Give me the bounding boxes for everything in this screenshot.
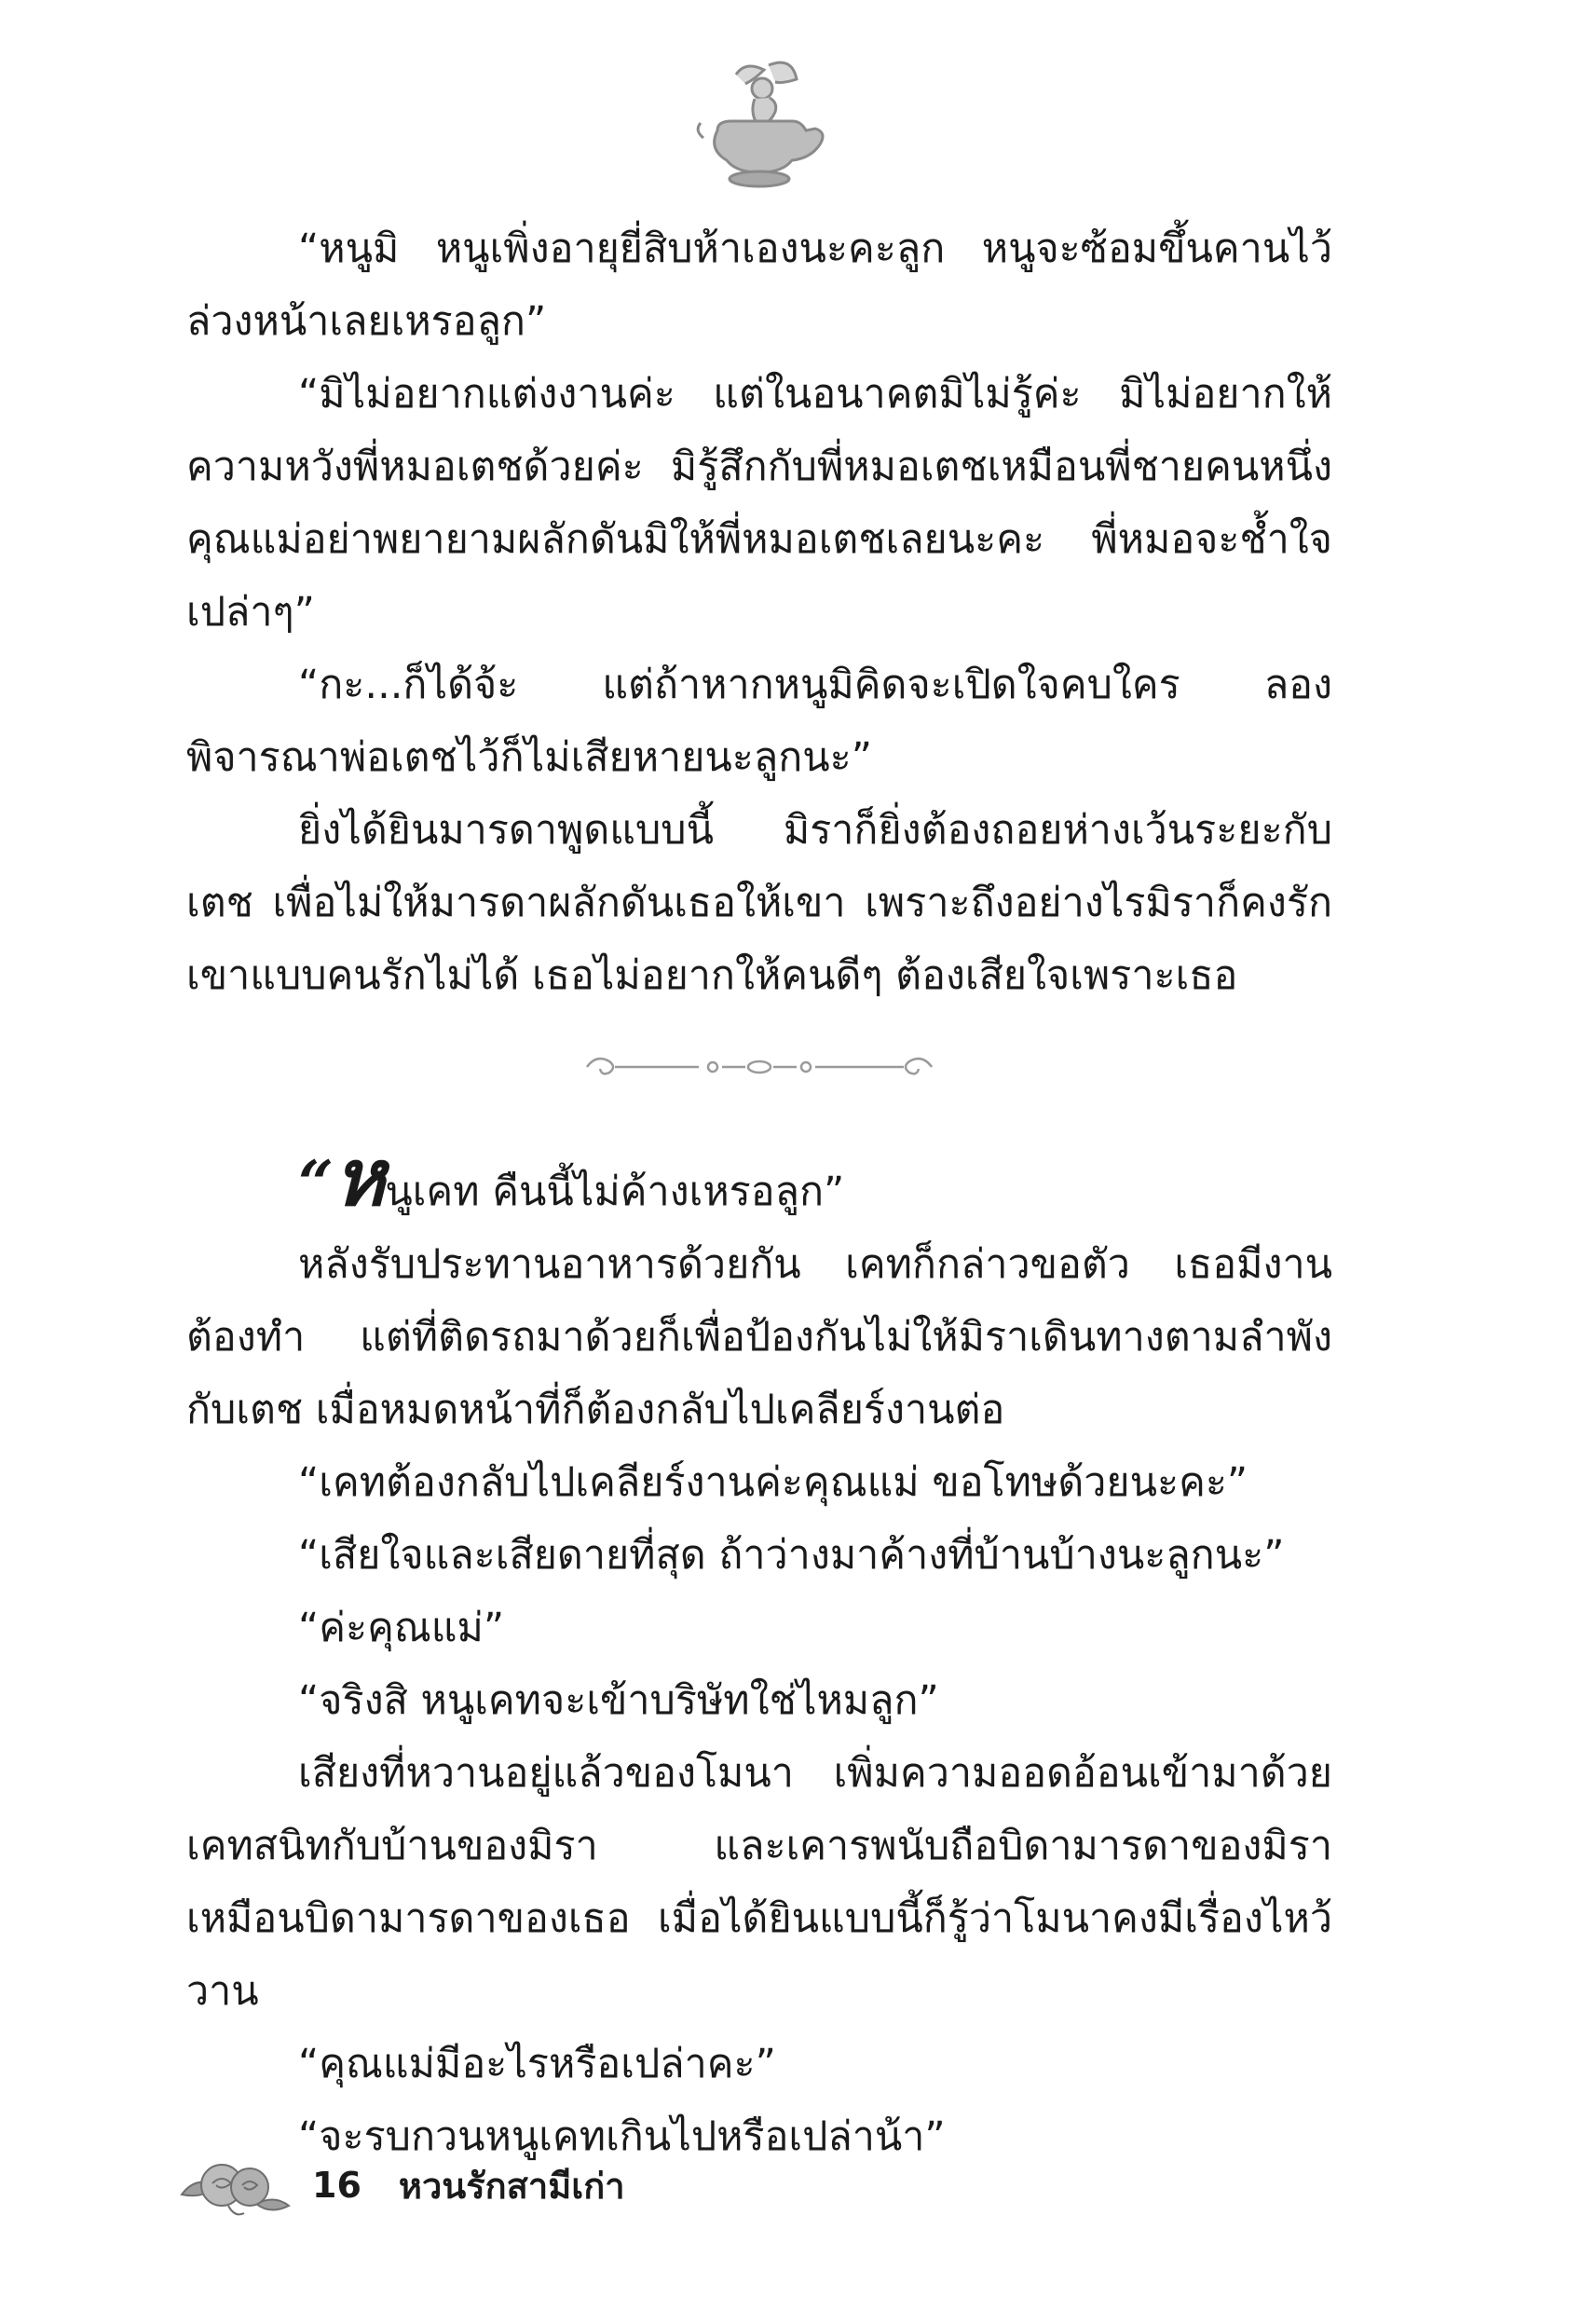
paragraph: “ค่ะคุณแม่” bbox=[298, 1605, 505, 1651]
book-title: หวนรักสามีเก่า bbox=[398, 2165, 625, 2207]
chapter-opening bbox=[186, 1131, 1332, 1228]
paragraph: “เคทต้องกลับไปเคลียร์งานค่ะคุณแม่ ขอโทษด้วยนะคะ” bbox=[298, 1459, 1248, 1506]
scroll-divider-icon bbox=[578, 1048, 941, 1086]
body-text bbox=[186, 212, 1332, 2173]
paragraph: “จะรบกวนหนูเคทเกินไปหรือเปล่าน้า” bbox=[298, 2113, 946, 2160]
paragraph: “จริงสิ หนูเคทจะเข้าบริษัทใช่ไหมลูก” bbox=[298, 1677, 939, 1724]
paragraph: “มิไม่อยากแต่งงานค่ะ แต่ในอนาคตมิไม่รู้ค่ะ มิไม่อยากให้ความหวังพี่หมอเตชด้วยค่ะ มิรู้สึกกับพี่หมอเตชเหมือนพี่ชายคนหนึ่ง คุณแม่อย่าพยายามผลักดันมิให้พี่หมอเตชเลยนะคะ พี่หมอจะช้ำใจเปล่าๆ” bbox=[186, 371, 1332, 636]
page-number: 16 bbox=[312, 2165, 361, 2206]
rose-icon bbox=[177, 2148, 293, 2222]
section-divider bbox=[186, 1012, 1332, 1122]
cherub-lamp-icon bbox=[689, 56, 829, 196]
paragraph: เสียงที่หวานอยู่แล้วของโมนา เพิ่มความออดอ้อนเข้ามาด้วย เคทสนิทกับบ้านของมิรา และเคารพนับถือบิดามารดาของมิราเหมือนบิดามารดาของเธอ เมื่อได้ยินแบบนี้ก็รู้ว่าโมนาคงมีเรื่องไหว้วาน bbox=[186, 1750, 1332, 2015]
paragraph: “กะ...ก็ได้จ้ะ แต่ถ้าหากหนูมิคิดจะเปิดใจคบใคร ลองพิจารณาพ่อเตชไว้ก็ไม่เสียหายนะลูกนะ” bbox=[186, 662, 1332, 781]
paragraph: หลังรับประทานอาหารด้วยกัน เคทก็กล่าวขอตัว เธอมีงานต้องทำ แต่ที่ติดรถมาด้วยก็เพื่อป้องกันไม่ให้มิราเดินทางตามลำพังกับเตช เมื่อหมดหน้าที่ก็ต้องกลับไปเคลียร์งานต่อ bbox=[186, 1241, 1332, 1433]
opening-quote-mark: “ bbox=[298, 1147, 334, 1220]
opening-text: นูเคท คืนนี้ไม่ค้างเหรอลูก” bbox=[385, 1169, 845, 1215]
page-footer bbox=[177, 2143, 625, 2227]
paragraph: “คุณแม่มีอะไรหรือเปล่าคะ” bbox=[298, 2041, 776, 2087]
paragraph: ยิ่งได้ยินมารดาพูดแบบนี้ มิราก็ยิ่งต้องถอยห่างเว้นระยะกับเตช เพื่อไม่ให้มารดาผลักดันเธอให้เขา เพราะถึงอย่างไรมิราก็คงรักเขาแบบคนรักไม่ได้ เธอไม่อยากให้คนดีๆ ต้องเสียใจเพราะเธอ bbox=[186, 807, 1332, 999]
paragraph: “หนูมิ หนูเพิ่งอายุยี่สิบห้าเองนะคะลูก หนูจะซ้อมขึ้นคานไว้ล่วงหน้าเลยเหรอลูก” bbox=[186, 226, 1332, 345]
drop-cap-initial: ห bbox=[333, 1131, 386, 1224]
paragraph: “เสียใจและเสียดายที่สุด ถ้าว่างมาค้างที่บ้านบ้างนะลูกนะ” bbox=[298, 1532, 1285, 1579]
